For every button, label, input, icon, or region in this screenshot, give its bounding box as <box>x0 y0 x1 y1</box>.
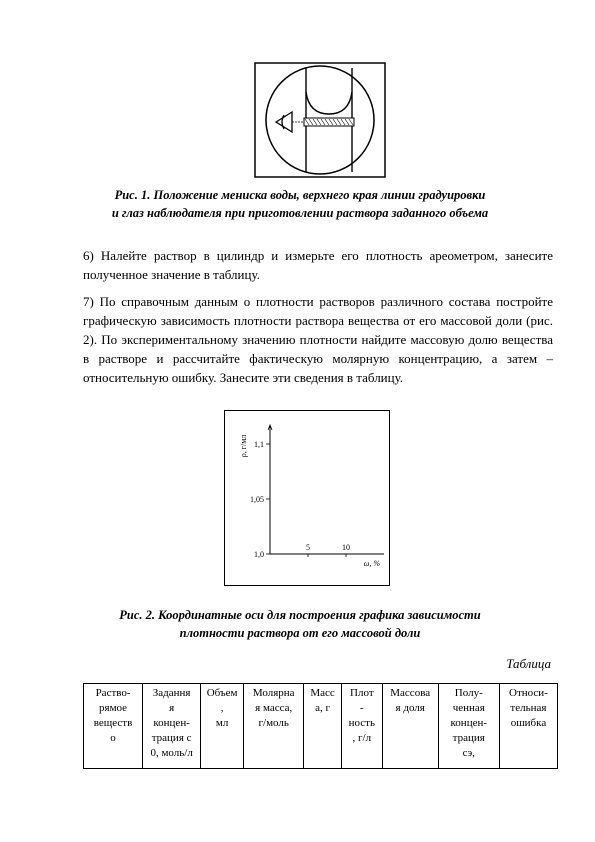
paragraph-step-6-text: 6) Налейте раствор в цилиндр и измерьте его плотность ареометром, занесите полученное значение в таблицу. <box>83 248 553 282</box>
table-header-row <box>84 684 558 769</box>
figure-2-axes-chart <box>224 410 390 586</box>
figure-1-caption-line-1: Рис. 1. Положение мениска воды, верхнего края линии градуировки <box>114 188 486 202</box>
y-axis-label: ρ, г/мл <box>239 434 248 458</box>
x-tick-label: 10 <box>342 543 350 552</box>
y-tick-label: 1,1 <box>254 440 264 449</box>
table-header-cell: Масс а, г <box>304 684 342 769</box>
table-header-cell: Массова я доля <box>382 684 438 769</box>
figure-2-caption <box>60 606 540 642</box>
table-header-cell: Объем , мл <box>201 684 244 769</box>
figure-1-caption <box>60 186 540 222</box>
y-tick-label: 1,0 <box>254 550 264 559</box>
x-tick-label: 5 <box>306 543 310 552</box>
figure-1-meniscus-diagram <box>254 62 386 178</box>
paragraph-step-6 <box>83 246 553 284</box>
table-header-cell: Плот - ность , г/л <box>341 684 382 769</box>
paragraph-step-7-text: 7) По справочным данным о плотности растворов различного состава постройте графическую зависимость плотности раствора вещества от его массовой доли (рис. 2). По экспериментальному значению плотности найдите массовую долю вещества в растворе и рассчитайте фактическую молярную концентрацию, а затем – относительную ошибку. Занесите эти сведения в таблицу. <box>83 294 553 385</box>
y-tick-label: 1,05 <box>250 495 264 504</box>
x-axis-label: ω, % <box>363 559 380 568</box>
figure-2-caption-line-1: Рис. 2. Координатные оси для построения графика зависимости <box>119 608 481 622</box>
results-table <box>83 683 558 769</box>
figure-2-caption-line-2: плотности раствора от его массовой доли <box>179 626 421 640</box>
table-label: Таблица <box>506 656 551 671</box>
paragraph-step-7 <box>83 292 553 387</box>
figure-1-caption-line-2: и глаз наблюдателя при приготовлении раствора заданного объема <box>111 206 489 220</box>
table-header-cell: Задання я концен- трация с 0, моль/л <box>143 684 201 769</box>
table-header-cell: Полу- ченная концен- трация cэ, <box>438 684 499 769</box>
table-header-cell: Относи- тельная ошибка <box>499 684 557 769</box>
table-header-cell: Молярна я масса, г/моль <box>244 684 304 769</box>
table-header-cell: Раство- рямое веществ о <box>84 684 143 769</box>
